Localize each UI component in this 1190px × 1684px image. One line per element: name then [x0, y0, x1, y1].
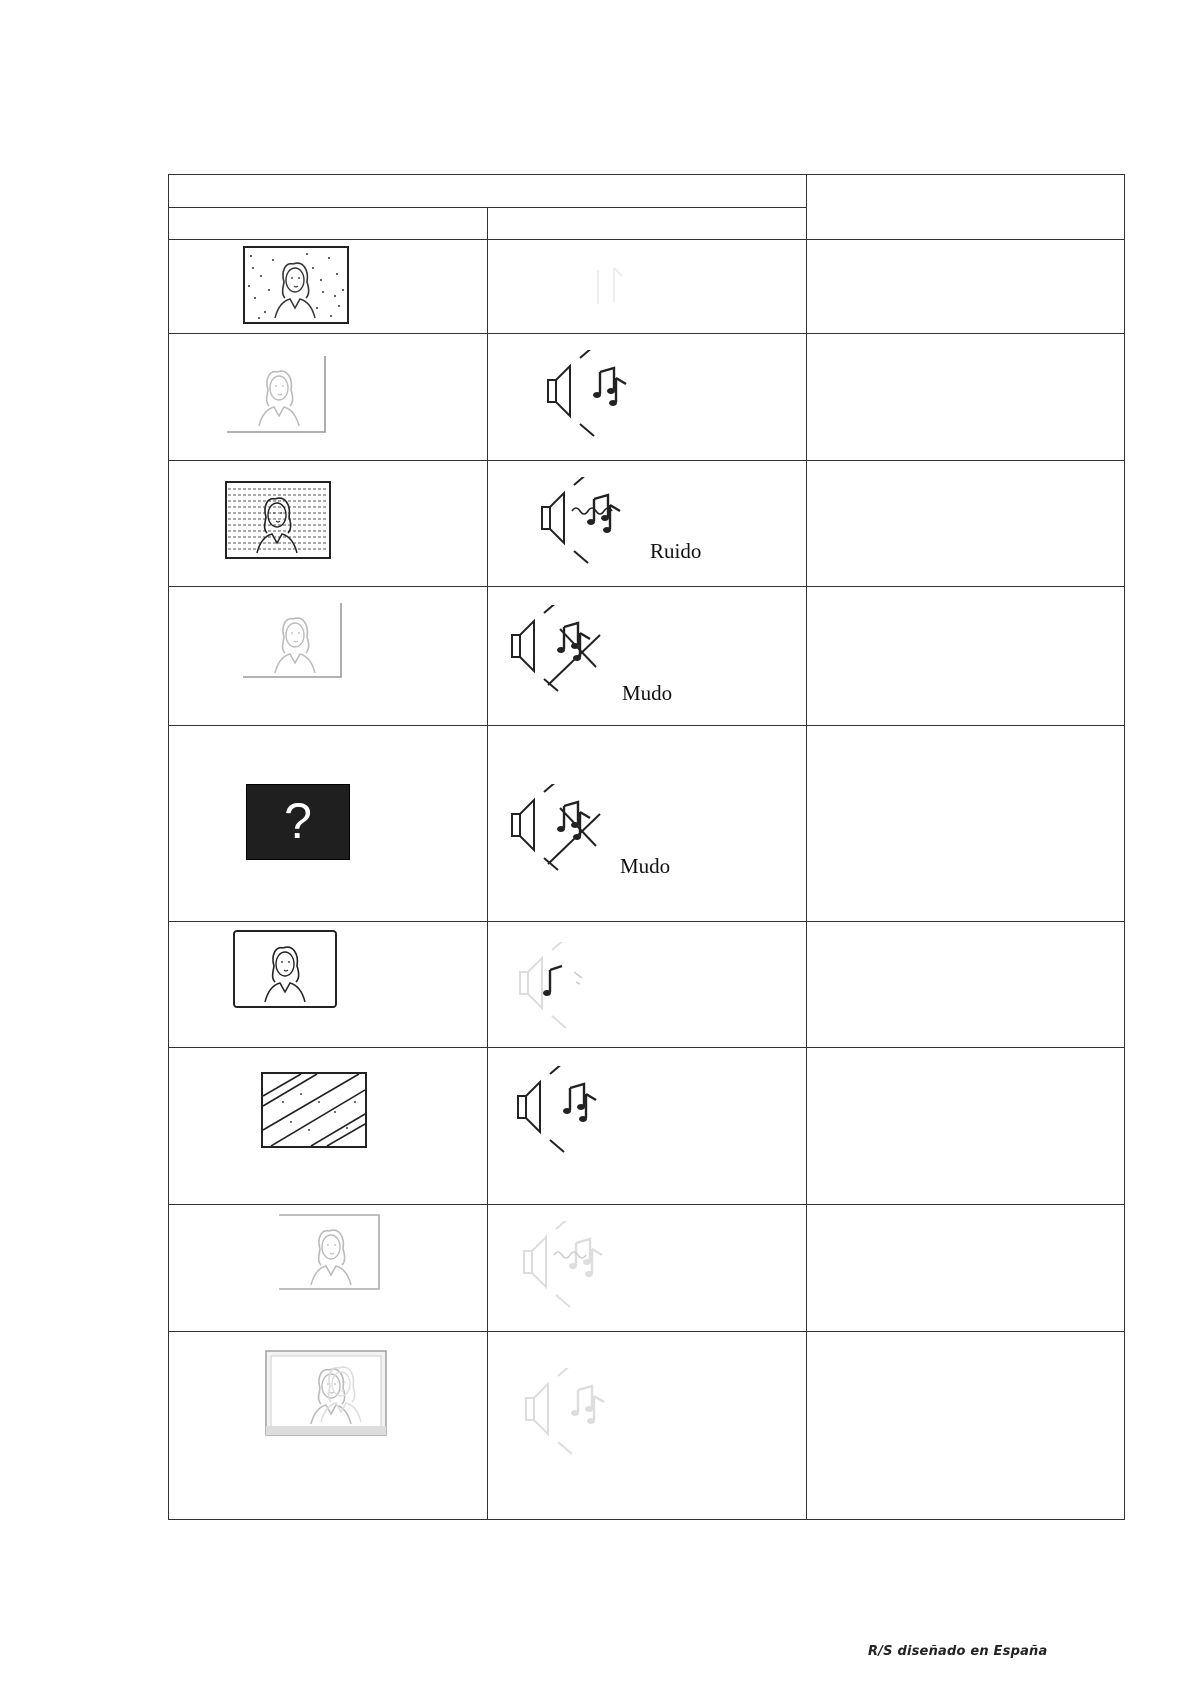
- table-row: [169, 334, 1125, 461]
- sound-cell: [488, 1332, 807, 1520]
- sound-label: Mudo: [620, 854, 671, 878]
- tv-ghost-face-icon: [263, 1348, 391, 1440]
- picture-cell: [169, 922, 488, 1048]
- table-row: [169, 922, 1125, 1048]
- sound-faint-icon: [588, 264, 648, 314]
- footer-note: R/S diseñado en España: [868, 1644, 1048, 1659]
- notes-cell: [807, 461, 1125, 587]
- sound-cell: [488, 1048, 807, 1205]
- table-row: [169, 726, 1125, 922]
- sound-cell: [488, 587, 807, 726]
- tv-snow-face-icon: [243, 246, 349, 324]
- notes-cell: [807, 726, 1125, 922]
- picture-cell: [169, 726, 488, 922]
- speaker-noise-icon: [534, 477, 644, 567]
- tv-diagonal-stripes-icon: [261, 1072, 367, 1148]
- table-row: [169, 1332, 1125, 1520]
- sound-cell: [488, 726, 807, 922]
- sound-cell: [488, 1205, 807, 1332]
- sound-cell: [488, 334, 807, 461]
- speaker-faint-music-icon: [512, 942, 612, 1032]
- speaker-music-icon: [540, 350, 640, 440]
- notes-cell: [807, 587, 1125, 726]
- picture-cell: [169, 1205, 488, 1332]
- header-notes-cell: [807, 175, 1125, 240]
- sound-cell: [488, 922, 807, 1048]
- sound-label: Ruido: [650, 539, 702, 563]
- sound-cell: [488, 240, 807, 334]
- notes-cell: [807, 1332, 1125, 1520]
- header-group-cell: [169, 175, 807, 208]
- table-row: [169, 1048, 1125, 1205]
- tv-clear-face-icon: [233, 928, 337, 1008]
- picture-cell: [169, 334, 488, 461]
- speaker-mute-icon: [504, 784, 614, 874]
- question-mark: ?: [284, 793, 312, 849]
- speaker-faint-noise-icon: [516, 1221, 626, 1311]
- tv-faint-face-icon: [225, 354, 329, 434]
- notes-cell: [807, 1205, 1125, 1332]
- picture-cell: [169, 1332, 488, 1520]
- tv-faint-face-icon: [277, 1213, 381, 1291]
- notes-cell: [807, 240, 1125, 334]
- sound-cell: [488, 461, 807, 587]
- speaker-mute-icon: [504, 605, 614, 695]
- header-sound-cell: [488, 208, 807, 240]
- table-row: [169, 587, 1125, 726]
- table-row: [169, 1205, 1125, 1332]
- table-row: [169, 461, 1125, 587]
- picture-cell: [169, 461, 488, 587]
- picture-cell: [169, 240, 488, 334]
- tv-no-signal-question-icon: [246, 784, 350, 860]
- tv-lines-face-icon: [225, 481, 331, 559]
- notes-cell: [807, 1048, 1125, 1205]
- notes-cell: [807, 922, 1125, 1048]
- picture-cell: [169, 587, 488, 726]
- table-row: [169, 240, 1125, 334]
- tv-faint-face-icon: [241, 601, 345, 679]
- picture-cell: [169, 1048, 488, 1205]
- sound-label: Mudo: [622, 681, 673, 705]
- notes-cell: [807, 334, 1125, 461]
- header-picture-cell: [169, 208, 488, 240]
- speaker-music-icon: [510, 1066, 610, 1156]
- speaker-faint-music-icon: [518, 1368, 628, 1468]
- diagnosis-table: [168, 174, 1125, 1520]
